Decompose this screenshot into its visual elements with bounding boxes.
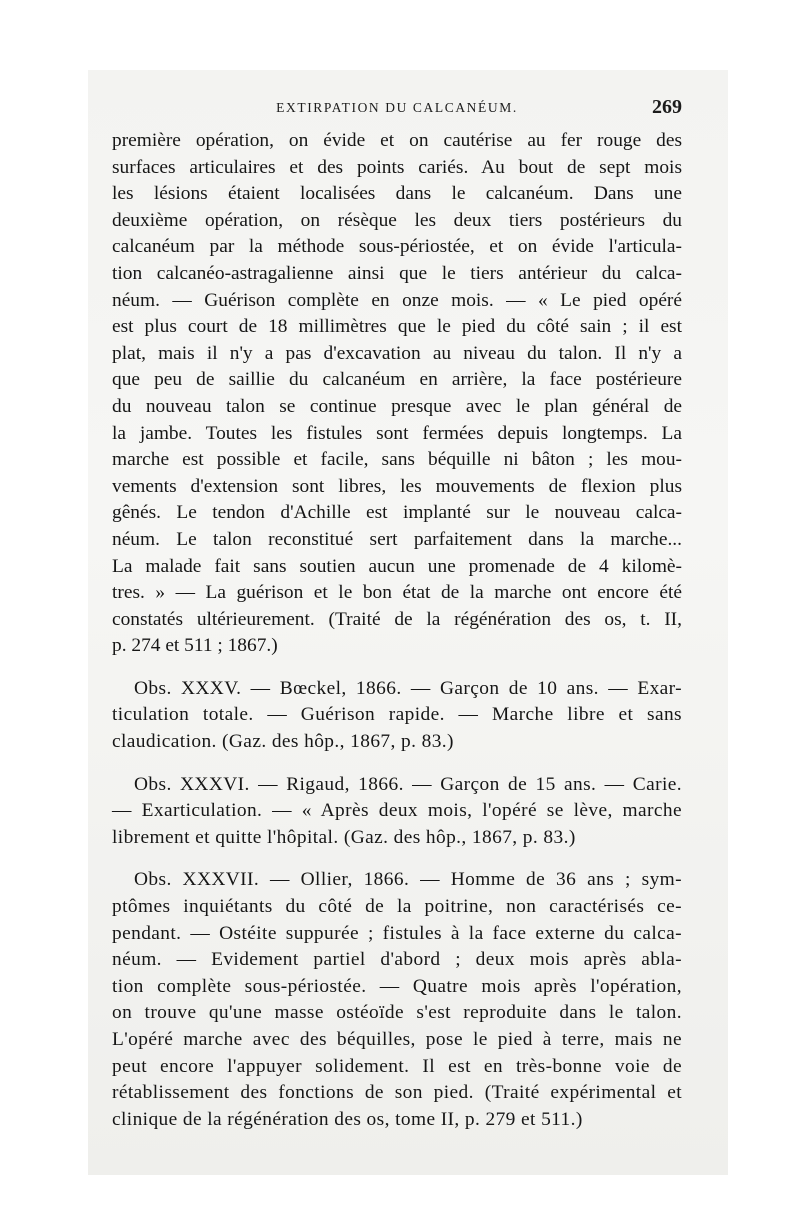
- paragraph-continuation: [112, 128, 682, 660]
- text-line: vements d'extension sont libres, les mouvements de flexion plus: [112, 475, 682, 497]
- text-line: Obs. XXXVII. — Ollier, 1866. — Homme de 36 ans ; sym-: [134, 869, 682, 891]
- text-line: néum. Le talon reconstitué sert parfaitement dans la marche...: [112, 528, 682, 550]
- text-line: calcanéum par la méthode sous-périostée, et on évide l'articula-: [112, 236, 682, 258]
- text-line: tion complète sous-périostée. — Quatre mois après l'opération,: [112, 975, 682, 997]
- text-line: tion calcanéo-astragalienne ainsi que le tiers antérieur du calca-: [112, 262, 682, 284]
- text-line: plat, mais il n'y a pas d'excavation au niveau du talon. Il n'y a: [112, 342, 682, 364]
- paragraph-gap: [112, 756, 682, 772]
- text-line: Obs. XXXV. — Bœckel, 1866. — Garçon de 10 ans. — Exar-: [134, 677, 682, 699]
- text-line: librement et quitte l'hôpital. (Gaz. des hôp., 1867, p. 83.): [112, 826, 576, 848]
- text-line: claudication. (Gaz. des hôp., 1867, p. 83.): [112, 731, 454, 753]
- text-line: les lésions étaient localisées dans le calcanéum. Dans une: [112, 183, 682, 205]
- text-line: La malade fait sans soutien aucun une promenade de 4 kilomè-: [112, 555, 682, 577]
- observation-xxxvii: [112, 867, 682, 1133]
- text-line: marche est possible et facile, sans béquille ni bâton ; les mou-: [112, 449, 682, 471]
- text-line: gênés. Le tendon d'Achille est implanté sur le nouveau calca-: [112, 502, 682, 524]
- text-line: que peu de saillie du calcanéum en arrière, la face postérieure: [112, 369, 682, 391]
- text-line: on trouve qu'une masse ostéoïde s'est reproduite dans le talon.: [112, 1002, 682, 1024]
- text-line: deuxième opération, on résèque les deux tiers postérieurs du: [112, 209, 682, 231]
- text-line: p. 274 et 511 ; 1867.): [112, 635, 278, 657]
- text-line: pendant. — Ostéite suppurée ; fistules à la face externe du calca-: [112, 922, 682, 944]
- text-line: clinique de la régénération des os, tome II, p. 279 et 511.): [112, 1108, 583, 1130]
- text-line: constatés ultérieurement. (Traité de la régénération des os, t. II,: [112, 608, 682, 630]
- text-line: — Exarticulation. — « Après deux mois, l'opéré se lève, marche: [112, 800, 682, 822]
- observation-xxxv: [112, 676, 682, 756]
- text-line: première opération, on évide et on cautérise au fer rouge des: [112, 130, 682, 151]
- text-line: la jambe. Toutes les fistules sont fermées depuis longtemps. La: [112, 422, 682, 444]
- text-line: du nouveau talon se continue presque avec le plan général de: [112, 395, 682, 417]
- text-line: Obs. XXXVI. — Rigaud, 1866. — Garçon de 15 ans. — Carie.: [134, 773, 682, 795]
- text-line: est plus court de 18 millimètres que le pied du côté sain ; il est: [112, 316, 682, 338]
- text-line: ticulation totale. — Guérison rapide. — Marche libre et sans: [112, 704, 682, 726]
- page-number: 269: [652, 96, 682, 118]
- running-head: EXTIRPATION DU CALCANÉUM.: [276, 100, 518, 115]
- page-header: [112, 96, 682, 122]
- paragraph-gap: [112, 851, 682, 867]
- text-line: ptômes inquiétants du côté de la poitrine, non caractérisés ce-: [112, 896, 682, 918]
- text-line: surfaces articulaires et des points cariés. Au bout de sept mois: [112, 156, 682, 178]
- text-line: néum. — Guérison complète en onze mois. — « Le pied opéré: [112, 289, 682, 311]
- body-text: [112, 128, 682, 1133]
- text-line: néum. — Evidement partiel d'abord ; deux mois après abla-: [112, 949, 682, 971]
- observation-xxxvi: [112, 772, 682, 852]
- text-line: rétablissement des fonctions de son pied. (Traité expérimental et: [112, 1082, 682, 1104]
- text-line: tres. » — La guérison et le bon état de la marche ont encore été: [112, 582, 682, 604]
- text-line: peut encore l'appuyer solidement. Il est en très-bonne voie de: [112, 1055, 682, 1077]
- paragraph-gap: [112, 660, 682, 676]
- text-line: L'opéré marche avec des béquilles, pose le pied à terre, mais ne: [112, 1029, 682, 1050]
